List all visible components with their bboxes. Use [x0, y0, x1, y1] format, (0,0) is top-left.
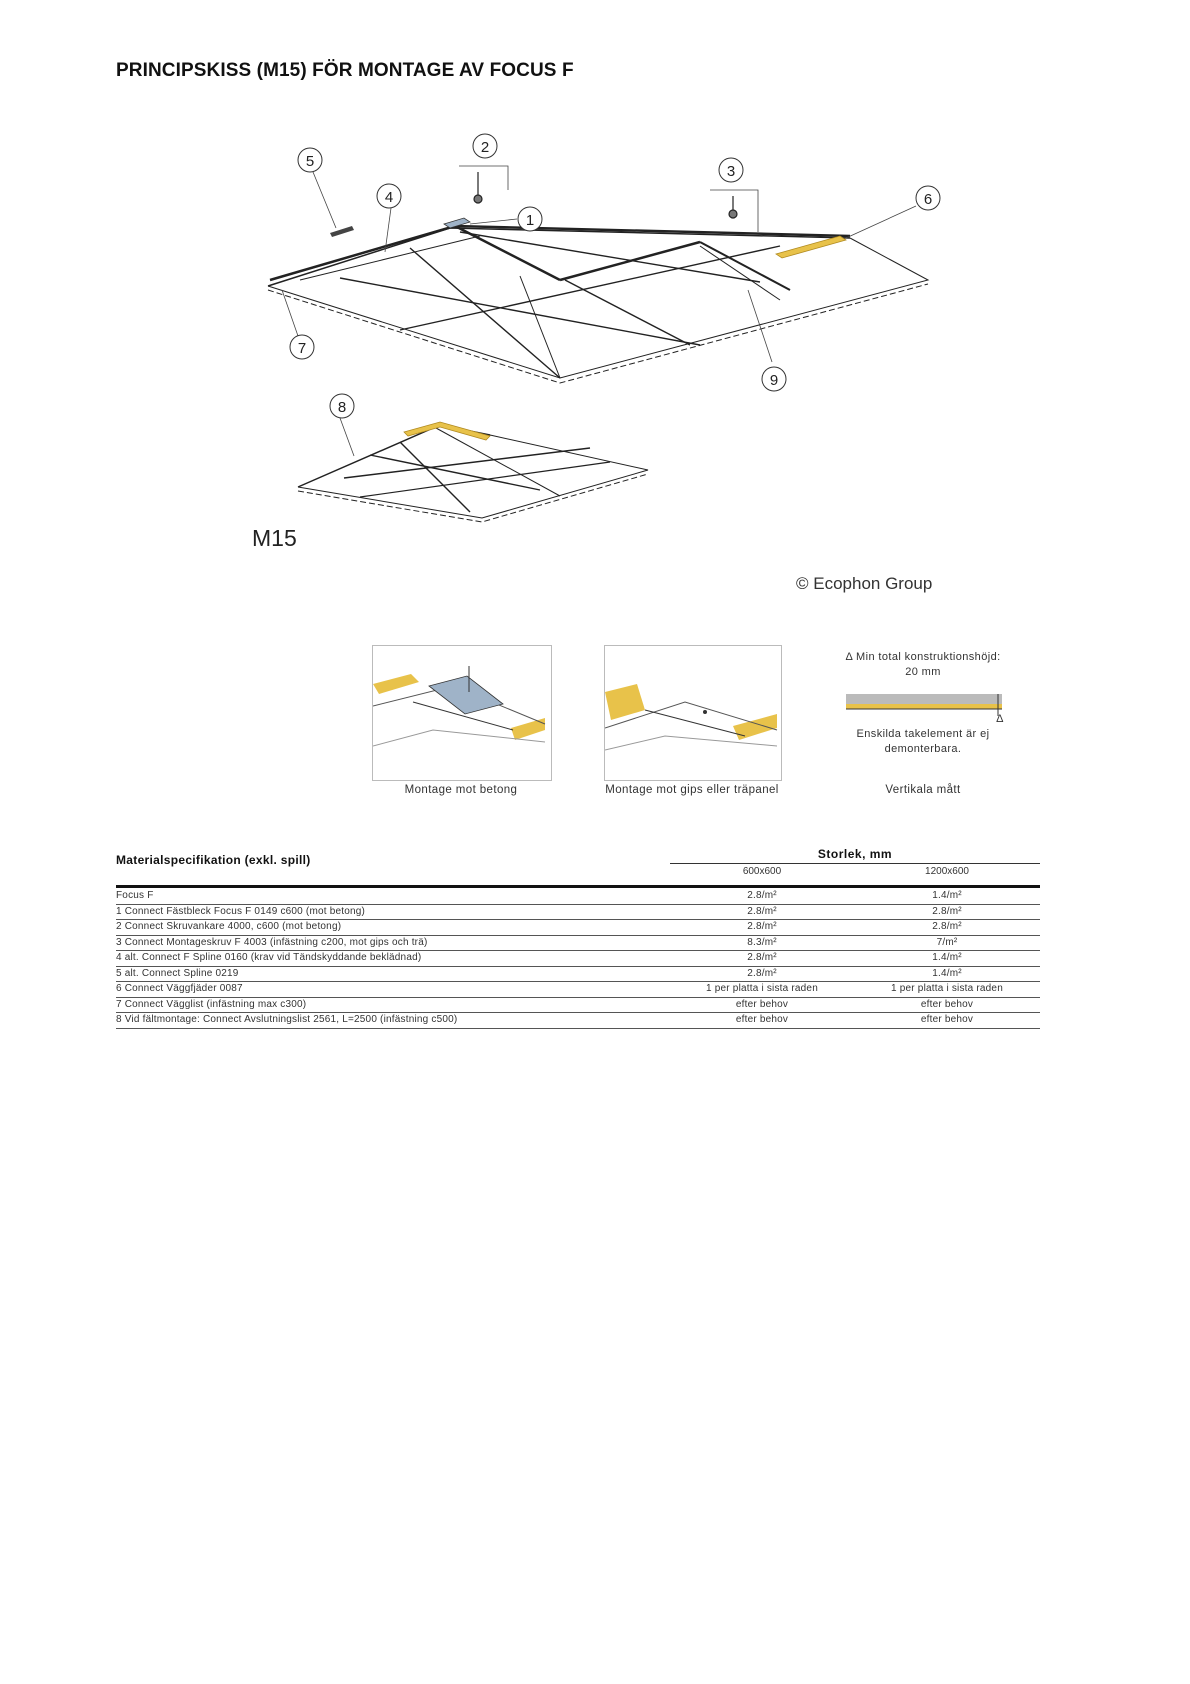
table-cell: 2.8/m² — [670, 966, 854, 982]
table-row — [116, 1013, 1040, 1029]
callout-5: 5 — [305, 153, 315, 170]
col-1200x600: 1200x600 — [925, 866, 969, 877]
copyright: © Ecophon Group — [796, 574, 933, 593]
table-cell: efter behov — [854, 997, 1040, 1013]
caption-vertical: Vertikala mått — [885, 784, 961, 796]
table-cell: efter behov — [670, 997, 854, 1013]
header-rule — [116, 885, 1040, 888]
table-row — [116, 935, 1040, 951]
table-cell: 1 Connect Fästbleck Focus F 0149 c600 (mot betong) — [116, 904, 670, 920]
caption-gypsum: Montage mot gips eller träpanel — [605, 784, 779, 796]
spec-table — [116, 889, 1040, 1029]
table-cell: efter behov — [854, 1013, 1040, 1029]
caption-concrete: Montage mot betong — [404, 784, 518, 796]
min-height-value: 20 mm — [905, 666, 941, 678]
table-row — [116, 920, 1040, 936]
col-600x600: 600x600 — [742, 866, 782, 877]
table-row — [116, 997, 1040, 1013]
table-cell: 8.3/m² — [670, 935, 854, 951]
detail-gypsum-figure — [604, 645, 782, 781]
callout-9: 9 — [769, 372, 779, 389]
table-cell: 7 Connect Vägglist (infästning max c300) — [116, 997, 670, 1013]
table-cell: efter behov — [670, 1013, 854, 1029]
note-line-1: Enskilda takelement är ej — [856, 728, 990, 740]
delta-symbol: Δ — [996, 713, 1004, 725]
installation-diagram — [0, 0, 1190, 640]
table-cell: 2.8/m² — [854, 904, 1040, 920]
callout-8: 8 — [337, 399, 347, 416]
size-header: Storlek, mm — [670, 847, 1040, 864]
vertical-section-figure — [846, 692, 1006, 722]
callout-7: 7 — [297, 340, 307, 357]
table-cell: 2 Connect Skruvankare 4000, c600 (mot betong) — [116, 920, 670, 936]
callout-4: 4 — [384, 189, 394, 206]
table-cell: 1.4/m² — [854, 889, 1040, 904]
table-cell: 1 per platta i sista raden — [670, 982, 854, 998]
table-cell: 2.8/m² — [854, 920, 1040, 936]
table-cell: 1.4/m² — [854, 966, 1040, 982]
table-cell: 2.8/m² — [670, 951, 854, 967]
note-line-2: demonterbara. — [884, 743, 962, 755]
min-height-label: Δ Min total konstruktionshöjd: — [845, 651, 1001, 663]
detail-concrete-figure — [372, 645, 552, 781]
callout-1: 1 — [525, 212, 535, 229]
table-cell: 8 Vid fältmontage: Connect Avslutningslist 2561, L=2500 (infästning c500) — [116, 1013, 670, 1029]
table-cell: 2.8/m² — [670, 889, 854, 904]
table-cell: 5 alt. Connect Spline 0219 — [116, 966, 670, 982]
callout-6: 6 — [923, 191, 933, 208]
callout-3: 3 — [726, 163, 736, 180]
table-cell: Focus F — [116, 889, 670, 904]
callout-2: 2 — [480, 139, 490, 156]
table-row — [116, 966, 1040, 982]
page-title: PRINCIPSKISS (M15) FÖR MONTAGE AV FOCUS F — [116, 60, 574, 81]
table-row — [116, 904, 1040, 920]
table-cell: 1 per platta i sista raden — [854, 982, 1040, 998]
material-spec — [116, 843, 1040, 1029]
table-cell: 6 Connect Väggfjäder 0087 — [116, 982, 670, 998]
table-cell: 7/m² — [854, 935, 1040, 951]
table-cell: 4 alt. Connect F Spline 0160 (krav vid Tändskyddande beklädnad) — [116, 951, 670, 967]
table-cell: 3 Connect Montageskruv F 4003 (infästning c200, mot gips och trä) — [116, 935, 670, 951]
table-cell: 2.8/m² — [670, 904, 854, 920]
table-row — [116, 951, 1040, 967]
table-cell: 2.8/m² — [670, 920, 854, 936]
table-cell: 1.4/m² — [854, 951, 1040, 967]
spec-title: Materialspecifikation (exkl. spill) — [116, 853, 311, 867]
system-label: M15 — [252, 525, 297, 551]
table-row — [116, 889, 1040, 904]
table-row — [116, 982, 1040, 998]
